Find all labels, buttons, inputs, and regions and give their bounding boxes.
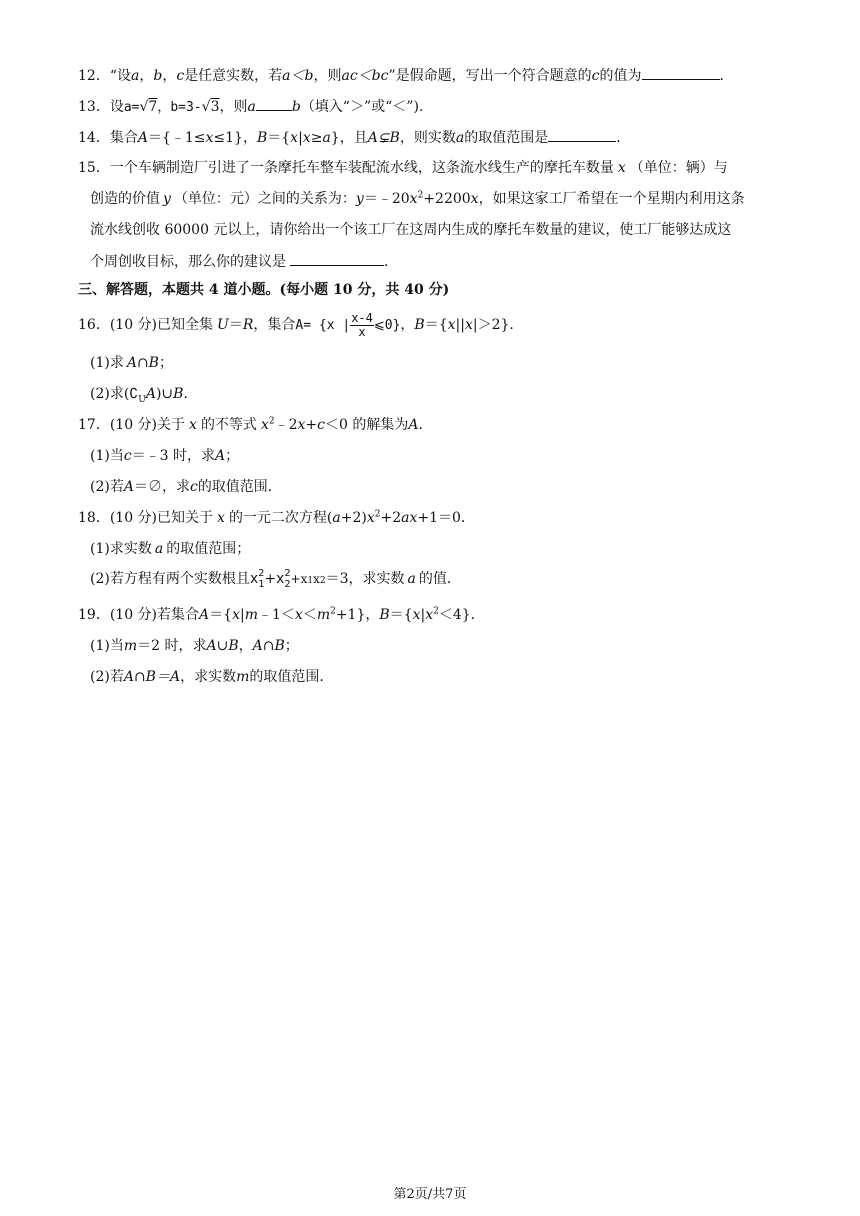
q16-expr: A∩B — [126, 355, 159, 371]
q14-set: ＝{﹣1≤ — [147, 130, 206, 146]
q17-expr: + — [305, 417, 318, 433]
var-x: x — [249, 571, 259, 587]
var-x: x — [232, 607, 240, 623]
part-label: (1)求 — [90, 355, 124, 371]
question-number: 14． — [78, 130, 110, 146]
q15-end: ． — [384, 254, 398, 270]
var-a: a — [247, 99, 256, 115]
set-B: B — [256, 130, 268, 146]
question-number: 19． — [78, 607, 110, 623]
fraction-denominator: x — [358, 324, 366, 339]
q18-text: 的一元二次方程( — [228, 510, 333, 526]
q19-set: ＝{ — [389, 607, 413, 623]
part-label: (2)若方程有两个实数根且 — [90, 571, 250, 587]
var-b: b — [291, 99, 301, 115]
var-x: x — [217, 510, 225, 526]
q16-text: (10 分)已知全集 — [109, 317, 214, 333]
question-15-line-2 — [90, 189, 745, 209]
var-m: m — [244, 607, 258, 623]
q14-set: ＝{ — [267, 130, 291, 146]
q19-end: 的取值范围． — [249, 669, 334, 685]
question-number: 16． — [78, 317, 110, 333]
q15-text: 一个车辆制造厂引进了一条摩托车整车装配流水线，这条流水线生产的摩托车数量 — [109, 160, 614, 176]
answer-blank — [548, 127, 616, 142]
q19-set: ＝{ — [209, 607, 233, 623]
q14-text: 集合 — [109, 130, 138, 146]
q16-end: ． — [183, 386, 198, 402]
q19-expr: A∩B — [252, 638, 285, 654]
q18-expr: +2) — [340, 510, 367, 526]
var-c: c — [176, 68, 185, 84]
q18-end: +1＝0． — [417, 510, 475, 526]
var-m: m — [123, 638, 138, 654]
q17-expr: ＜0 的解集为 — [324, 417, 409, 433]
q16-set: |＞2}． — [472, 317, 524, 333]
var-x: x — [290, 130, 299, 146]
var-a: a — [322, 130, 331, 146]
question-16-part-1 — [90, 353, 173, 373]
set-A: A — [215, 448, 226, 464]
set-R: R — [242, 317, 254, 333]
question-18 — [78, 508, 475, 528]
exponent: 2 — [433, 606, 439, 617]
q14-set: }，且 — [330, 130, 368, 146]
var-a: a — [455, 130, 465, 146]
question-13 — [78, 96, 423, 118]
q12-text: ”是假命题，写出一个符合题意的 — [388, 68, 592, 84]
exponent: 2 — [284, 568, 291, 579]
q12-text: “设 — [109, 68, 131, 84]
q14-relation: A⊊B — [367, 130, 400, 146]
q19-set: ﹣1＜ — [257, 607, 295, 623]
q15-eq: +2200 — [423, 191, 471, 207]
exponent: 2 — [330, 606, 336, 617]
question-number: 13． — [78, 99, 110, 115]
question-17-part-2 — [90, 477, 282, 497]
q16-end: ； — [158, 355, 173, 371]
answer-blank — [290, 251, 384, 266]
part-label: (1)当 — [90, 448, 124, 464]
var-x: x — [297, 417, 306, 433]
part-label: (2)若 — [90, 669, 124, 685]
q14-text: ，则实数 — [399, 130, 456, 146]
question-number: 12． — [78, 68, 110, 84]
q16-set-A: A= {x | — [295, 318, 351, 333]
subscript: 1 — [307, 576, 314, 586]
q13-a-eq: a= — [123, 100, 140, 115]
q15-text: （单位：辆）与 — [629, 160, 728, 176]
question-19 — [78, 605, 485, 625]
q17-text: (10 分)关于 — [109, 417, 186, 433]
plus-sign: + — [264, 571, 277, 587]
exponent: 2 — [374, 509, 381, 520]
q16-expr: )∪ — [155, 386, 174, 402]
q16-set: || — [455, 317, 465, 333]
set-B: B — [173, 386, 184, 402]
var-y: y — [163, 191, 171, 207]
subscript: U — [138, 394, 146, 405]
q19-text: ，求实数 — [180, 669, 237, 685]
q16-sep: ， — [400, 317, 415, 333]
q15-eq: ＝﹣20 — [363, 191, 410, 207]
q19-set: ＜4}． — [438, 607, 485, 623]
var-m: m — [316, 607, 331, 623]
q17-end: ； — [225, 448, 240, 464]
q12-conclusion: ac＜bc — [341, 68, 389, 84]
q12-text: 是任意实数，若 — [184, 68, 283, 84]
question-16-part-2 — [90, 384, 197, 404]
q16-expr: (∁ — [123, 386, 139, 402]
q19-end: ； — [284, 638, 299, 654]
q19-set: | — [239, 607, 245, 623]
answer-blank — [256, 96, 292, 111]
q12-text: 的值为 — [599, 68, 642, 84]
sqrt-sign: √ — [139, 99, 149, 115]
q13-radicand: 3 — [210, 99, 220, 115]
section-heading: 三、解答题，本题共 4 道小题。(每小题 10 分，共 40 分) — [78, 282, 450, 298]
fraction-numerator: x-4 — [351, 310, 373, 325]
var-a: a — [131, 68, 140, 84]
q18-end: 的值． — [418, 571, 461, 587]
question-15-line-4 — [90, 251, 398, 272]
var-a: a — [401, 510, 410, 526]
q18-expr: +x — [290, 572, 308, 586]
question-number: 17． — [78, 417, 110, 433]
exponent: 2 — [417, 190, 424, 201]
q18-expr: +2 — [380, 510, 402, 526]
var-a: a — [154, 541, 164, 557]
var-b: b — [153, 68, 163, 84]
set-B: B — [379, 607, 390, 623]
q17-text: ＝﹣3 时，求 — [131, 448, 216, 464]
var-x: x — [470, 191, 479, 207]
var-x: x — [366, 510, 375, 526]
question-15 — [78, 158, 728, 178]
q12-end: ． — [719, 68, 734, 84]
q14-end: ． — [616, 130, 631, 146]
q14-set: | — [298, 130, 303, 146]
var-x: x — [412, 607, 421, 623]
subscript: 2 — [319, 576, 326, 586]
var-m: m — [236, 669, 250, 685]
var-x: x — [425, 607, 434, 623]
exponent: 2 — [268, 416, 275, 427]
subscript: 1 — [258, 579, 265, 590]
set-B: B — [414, 317, 425, 333]
q13-tail: （填入“＞”或“＜”). — [300, 99, 424, 115]
var-c: c — [189, 479, 198, 495]
q18-text: ＝3，求实数 — [325, 571, 405, 587]
set-A: A — [137, 130, 148, 146]
var-x: x — [302, 130, 311, 146]
q19-text: (10 分)若集合 — [109, 607, 200, 623]
question-number: 15． — [78, 160, 110, 176]
var-x: x — [447, 317, 456, 333]
var-x: x — [205, 130, 214, 146]
part-label: (2)若 — [90, 479, 124, 495]
q19-set: ＜ — [302, 607, 317, 623]
var-a: a — [407, 571, 416, 587]
q17-text: 的不等式 — [200, 417, 257, 433]
question-15-line-3 — [90, 220, 731, 240]
q19-text: ＝2 时，求 — [137, 638, 207, 654]
q19-expr: A∩B＝A — [123, 669, 181, 685]
q12-text: ，则 — [313, 68, 342, 84]
q19-set: | — [420, 607, 426, 623]
q19-sep: ， — [238, 638, 253, 654]
var-x: x — [409, 510, 418, 526]
fraction — [350, 312, 374, 339]
question-18-part-2 — [90, 567, 461, 591]
q16-text: ，集合 — [253, 317, 296, 333]
q19-set: +1}， — [335, 607, 380, 623]
var-x: x — [276, 571, 285, 587]
question-19-part-2 — [90, 667, 333, 687]
set-A: A — [408, 417, 419, 433]
var-y: y — [355, 191, 364, 207]
q15-text: （单位：元）之间的关系为： — [173, 191, 356, 207]
var-x: x — [464, 317, 473, 333]
question-14 — [78, 127, 630, 148]
set-U: U — [217, 317, 229, 333]
q18-text: 的取值范围； — [166, 541, 251, 557]
var-c: c — [123, 448, 132, 464]
q12-condition: a＜b — [282, 68, 314, 84]
q17-end: ． — [418, 417, 433, 433]
question-19-part-1 — [90, 636, 299, 656]
q13-radicand: 7 — [148, 99, 158, 115]
q16-set: ＝{ — [424, 317, 448, 333]
question-16 — [78, 310, 523, 340]
var-c: c — [317, 417, 325, 433]
q16-eq: ＝ — [228, 317, 243, 333]
q18-expr: x — [313, 572, 320, 586]
subscript: 2 — [284, 579, 291, 590]
var-a: a — [332, 510, 341, 526]
q18-text: (10 分)已知关于 — [109, 510, 214, 526]
answer-blank — [642, 65, 720, 80]
q15-text: ，如果这家工厂希望在一个星期内利用这条 — [478, 191, 745, 207]
q15-text: 创造的价值 — [90, 191, 160, 207]
q13-text: ，则 — [219, 99, 248, 115]
var-c: c — [591, 68, 600, 84]
q12-sep: ， — [139, 68, 154, 84]
question-17-part-1 — [90, 446, 239, 466]
q17-text: ＝∅，求 — [133, 479, 190, 495]
q14-set: ≤1}， — [213, 130, 257, 146]
q16-leq: ⩽0} — [373, 318, 401, 333]
q13-b-eq: ，b=3- — [157, 100, 202, 115]
var-x: x — [189, 417, 197, 433]
sqrt-sign: √ — [201, 99, 211, 115]
question-number: 18． — [78, 510, 110, 526]
question-17 — [78, 415, 432, 435]
q17-expr: ﹣2 — [274, 417, 298, 433]
q19-expr: A∪B — [206, 638, 239, 654]
var-x: x — [409, 191, 418, 207]
exponent: 2 — [258, 568, 265, 579]
set-A: A — [123, 479, 134, 495]
set-A: A — [145, 386, 156, 402]
q15-text: 个周创收目标，那么你的建议是 — [90, 254, 286, 270]
set-A: A — [199, 607, 210, 623]
part-label: (1)求实数 — [90, 541, 152, 557]
var-x: x — [260, 417, 269, 433]
var-x: x — [294, 607, 303, 623]
q17-end: 的取值范围． — [197, 479, 282, 495]
q12-sep: ， — [162, 68, 177, 84]
part-label: (2)求 — [90, 386, 124, 402]
question-12 — [78, 65, 734, 86]
question-18-part-1 — [90, 539, 250, 559]
q14-set: ≥ — [310, 130, 323, 146]
part-label: (1)当 — [90, 638, 124, 654]
x2-squared — [276, 568, 291, 590]
q15-text: 流水线创收 60000 元以上，请你给出一个该工厂在这周内生成的摩托车数量的建议，使工厂能够达成这 — [90, 222, 732, 238]
page-footer: 第2页/共7页 — [393, 1187, 467, 1202]
x1-squared — [249, 568, 265, 590]
q13-text: 设 — [109, 99, 124, 115]
q14-text: 的取值范围是 — [464, 130, 549, 146]
var-x: x — [617, 160, 626, 176]
